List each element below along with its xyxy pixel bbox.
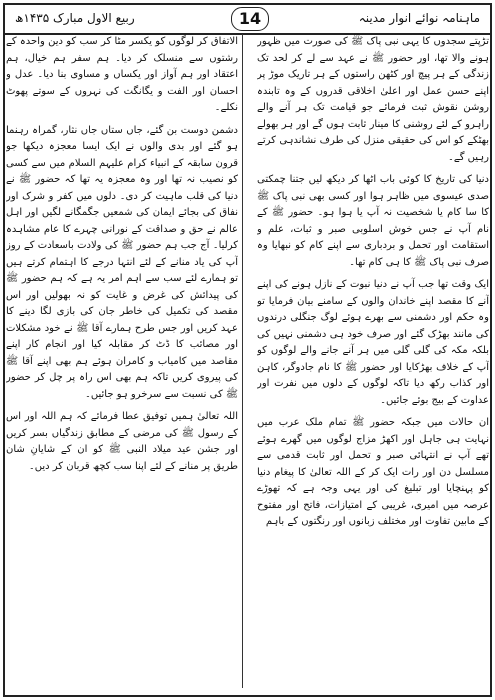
paragraph: ان حالات میں جبکہ حضور ﷺ تمام ملک عرب میں نہایت ہی جاہل اور اکھڑ مزاج لوگوں میں گھرے ہوئے تھے آپ نے انتہائی صبر و تحمل اور ثابت قدمی سے مسلسل دن اور رات ایک کر کے اللہ تعالیٰ کا پیغام دنیا کو پہنچایا اور تبلیغ کی اور یہی وجہ ہے کہ تھوڑے عرصہ میں امیری، غریبی کے امتیازات، فاتح اور مفتوح کے مابین تفاوت اور مختلف زبانوں اور رنگتوں کے باہم xyxy=(257,417,489,527)
magazine-title: ماہنامہ نوائے انوار مدینہ xyxy=(358,11,480,25)
left-column xyxy=(6,34,238,686)
issue-date: ربیع الاول مبارک ۱۴۳۵ھ xyxy=(15,11,135,25)
right-column xyxy=(257,34,489,686)
paragraph: اللہ تعالیٰ ہمیں توفیق عطا فرمائے کہ ہم اللہ اور اس کے رسول ﷺ کی مرضی کے مطابق زندگیاں بسر کریں اور جشن عید میلاد النبی ﷺ کو ان کے شایانِ شان طریق پر منانے کے لئے اپنا سب کچھ قربان کر دیں۔ xyxy=(6,411,238,472)
page-number-badge: 14 xyxy=(231,7,269,31)
page-header xyxy=(5,5,490,35)
paragraph: الاتفاق کر لوگوں کو یکسر مٹا کر سب کو دین واحدہ کے رشتوں سے منسلک کر دیا۔ ہم سفر ہم خیال، ہم اعتقاد اور ہم آواز اور یکساں و مساوی بنا دیا۔ عدل و احسان اور الفت و یگانگت کی نہروں کے سوتے پھوٹ نکلے۔ xyxy=(6,36,238,113)
column-divider xyxy=(242,34,243,688)
paragraph: دشمن دوست بن گئے، جاں ستاں جاں نثار، گمراہ رہنما ہو گئے اور بدی والوں نے ایک ایسا معجزہ دیکھا جو قرون سابقہ کے انبیاء کرام علیہم السلام میں سے کسی کو نصیب نہ تھا اور وہ معجزہ یہ تھا کہ حضور ﷺ نے دنیا کی قلب ماہیت کر دی۔ دلوں میں کفر و شرک اور نفاق کی بجائے ایمان کی شمعیں جگمگانے لگیں اور اہل عالم نے حق و صداقت کے نورانی چہرے کا عام مشاہدہ کرلیا۔ آج جب ہم حضور ﷺ کی ولادت باسعادت کے روز آپ کی یاد منانے کے لئے انتہا درجے کا اہتمام کرتے ہیں تو ہمارے لئے سب سے اہم امر یہ ہے کہ ہم حضور ﷺ کی پیدائش کی غرض و غایت کو نہ بھولیں اور اس مقصد کی تکمیل کی خاطر جان کی بازی لگا دینے کا عہد کریں اور جس طرح ہمارے آقا ﷺ نے خود مشکلات اور مصائب کا ڈٹ کر مقابلہ کیا اور انجام کار اپنے مقاصد میں کامیاب و کامران ہوئے ہم بھی اپنے آقا ﷺ کی پیروی کریں تاکہ ہم بھی اس راہ پر چل کر حضور ﷺ کی نسبت سے سرخرو ہو جائیں۔ xyxy=(6,124,238,400)
paragraph: دنیا کی تاریخ کا کوئی باب اٹھا کر دیکھ لیں جتنا چمکتی صدی عیسوی میں ظاہر ہوا اور کسی بھی نبی پاک ﷺ کا سا کام یا شخصیت نہ آپ یا ہوا ہو۔ حضور ﷺ کے نام آپ نے جس خوش اسلوبی صبر و ثبات، علم و استقامت اور تحمل و بردباری سے اپنے کام کو نبھایا وہ صرف نبی پاک ﷺ کا ہی کام تھا۔ xyxy=(257,174,489,268)
paragraph: تڑپتے سجدوں کا یہی نبی پاک ﷺ کی صورت میں ظہور ہونے والا تھا، اور حضور ﷺ نے عہد سے لے کر لحد تک زندگی کے ہر پیچ اور کٹھن راستوں کے ہر تاریک موڑ پر اپنے حسن عمل اور اعلیٰ اخلاقی قدروں کے وہ تابندہ روشن نقوش ثبت فرمائے جو قیامت تک ہر آنے والے راہرو کے لئے روشنی کا مینار ثابت ہوں گے اور ہر بھولے بھٹکے کو اس کی حقیقی منزل کی طرف نشاندہی کرتے رہیں گے۔ xyxy=(257,36,489,163)
paragraph: ایک وقت تھا جب آپ نے دنیا نبوت کے نازل ہونے کی اپنے آنے کا مقصد اپنے خاندان والوں کے سامنے بیان فرمایا تو وہ حکم اور دشمنی سے بھرے ہوئے لوگ جنگلی درندوں کی مانند بھڑک گئے اور صرف خود ہی دشمنی نہیں کی بلکہ مکہ کی گلی گلی میں ہر آنے جانے والے لوگوں کو آپ کے خلاف بھڑکایا اور حضور ﷺ کا نام جادوگر، کاہن اور کذاب رکھ دیا تاکہ لوگوں کے دلوں میں نفرت اور عداوت کے بیج بوئے جائیں۔ xyxy=(257,279,489,406)
